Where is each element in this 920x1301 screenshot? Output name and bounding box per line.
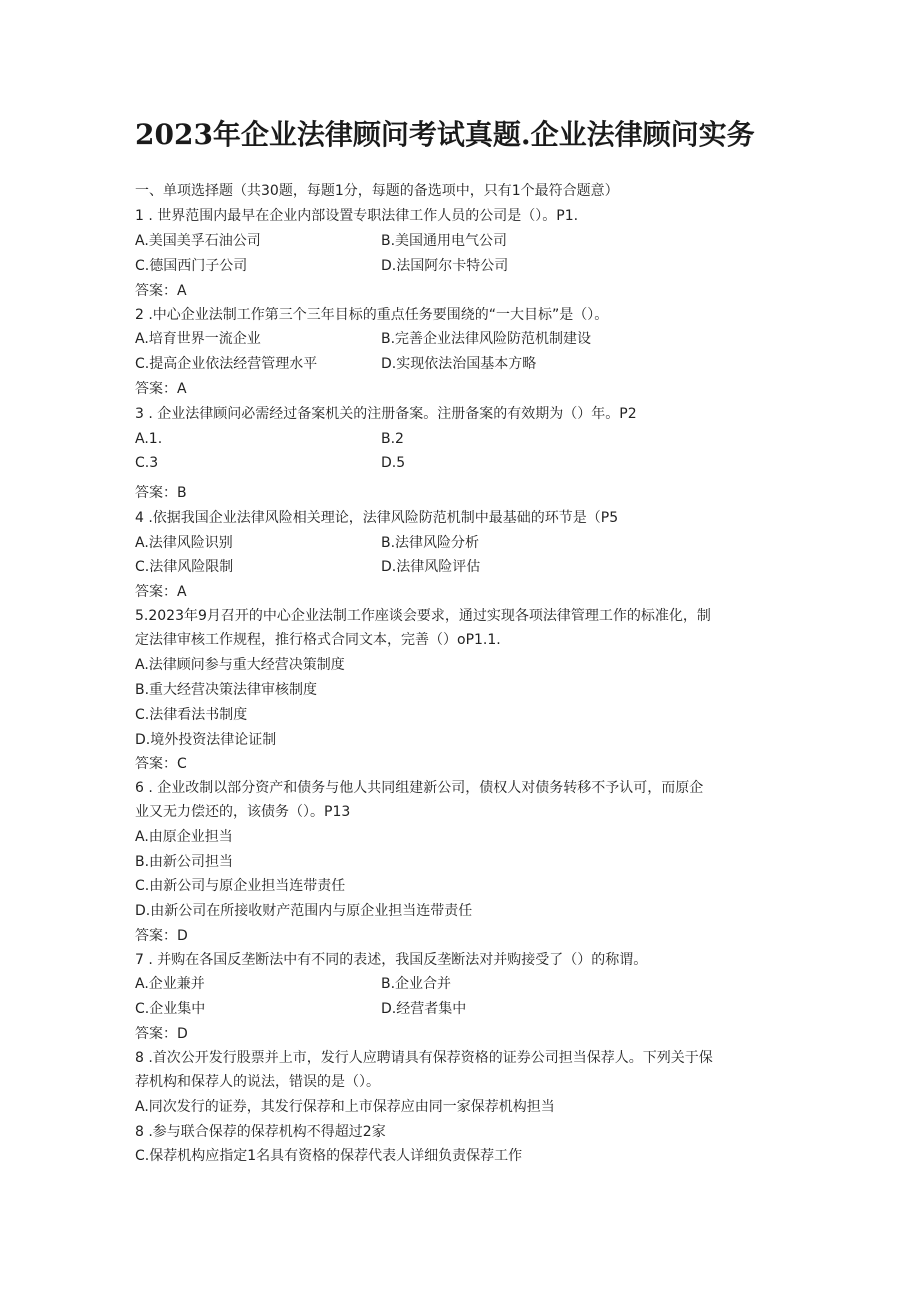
question-stem-line2: 业又无力偿还的，该债务（）。P13 [135,804,351,820]
option-c: C.提高企业依法经营管理水平 [135,356,318,372]
option-d: D.法国阿尔卡特公司 [381,258,509,274]
option-c: C.法律风险限制 [135,559,234,575]
answer: 答案：A [135,584,187,600]
option-b: B.企业合并 [381,976,452,992]
option-a: A.企业兼并 [135,976,205,992]
answer: 答案：D [135,1026,188,1042]
answer: 答案：D [135,928,188,944]
question-stem-line2: 定法律审核工作规程，推行格式合同文本，完善（）oP1.1. [135,632,501,648]
page-title: 2023年企业法律顾问考试真题.企业法律顾问实务 [135,118,755,151]
option-a: A.法律风险识别 [135,535,233,551]
option-a: A.同次发行的证券，其发行保荐和上市保荐应由同一家保荐机构担当 [135,1099,555,1115]
question-stem-line1: 6 . 企业改制以部分资产和债务与他人共同组建新公司，债权人对债务转移不予认可，而原企 [135,780,704,796]
option-a: A.由原企业担当 [135,829,233,845]
answer: 答案：A [135,381,187,397]
option-c: C.企业集中 [135,1001,206,1017]
question-stem-line1: 8 .首次公开发行股票并上市，发行人应聘请具有保荐资格的证券公司担当保荐人。下列关于保 [135,1050,713,1066]
option-d: D.5 [381,455,406,471]
section-heading: 一、单项选择题（共30题，每题1分，每题的备选项中，只有1个最符合题意） [135,183,619,199]
question-stem: 4 .依据我国企业法律风险相关理论，法律风险防范机制中最基础的环节是（P5 [135,510,619,526]
question-stem-line1: 5.2023年9月召开的中心企业法制工作座谈会要求，通过实现各项法律管理工作的标准化，制 [135,608,711,624]
option-d: D.由新公司在所接收财产范围内与原企业担当连带责任 [135,903,473,919]
answer: 答案：C [135,756,187,772]
option-c: C.德国西门子公司 [135,258,248,274]
question-stem: 7 . 并购在各国反垄断法中有不同的表述，我国反垄断法对并购接受了（）的称谓。 [135,952,648,968]
option-d: D.经营者集中 [381,1001,467,1017]
question-stem-line2: 荐机构和保荐人的说法，错误的是（）。 [135,1074,380,1090]
answer: 答案：A [135,283,187,299]
option-b: B.2 [381,431,404,447]
option-b: B.由新公司担当 [135,854,234,870]
option-c: C.保荐机构应指定1名具有资格的保荐代表人详细负责保荐工作 [135,1148,523,1164]
question-stem: 3 . 企业法律顾问必需经过备案机关的注册备案。注册备案的有效期为（）年。P2 [135,406,637,422]
question-stem: 1 . 世界范围内最早在企业内部设置专职法律工作人员的公司是（）。P1. [135,208,579,224]
option-b: B.法律风险分析 [381,535,480,551]
option-a: A.培育世界一流企业 [135,331,261,347]
option-d: D.境外投资法律论证制 [135,732,277,748]
option-c: C.法律看法书制度 [135,707,248,723]
answer: 答案：B [135,485,187,501]
option-b: 8 .参与联合保荐的保荐机构不得超过2家 [135,1124,386,1140]
option-a: A.法律顾问参与重大经营决策制度 [135,657,345,673]
option-b: B.美国通用电气公司 [381,233,508,249]
option-d: D.实现依法治国基本方略 [381,356,537,372]
question-stem: 2 .中心企业法制工作第三个三年目标的重点任务要围绕的“一大目标”是（）。 [135,307,609,323]
option-a: A.1. [135,431,163,447]
option-c: C.3 [135,455,159,471]
option-c: C.由新公司与原企业担当连带责任 [135,878,346,894]
option-b: B.完善企业法律风险防范机制建设 [381,331,592,347]
option-b: B.重大经营决策法律审核制度 [135,682,318,698]
option-d: D.法律风险评估 [381,559,481,575]
option-a: A.美国美孚石油公司 [135,233,261,249]
